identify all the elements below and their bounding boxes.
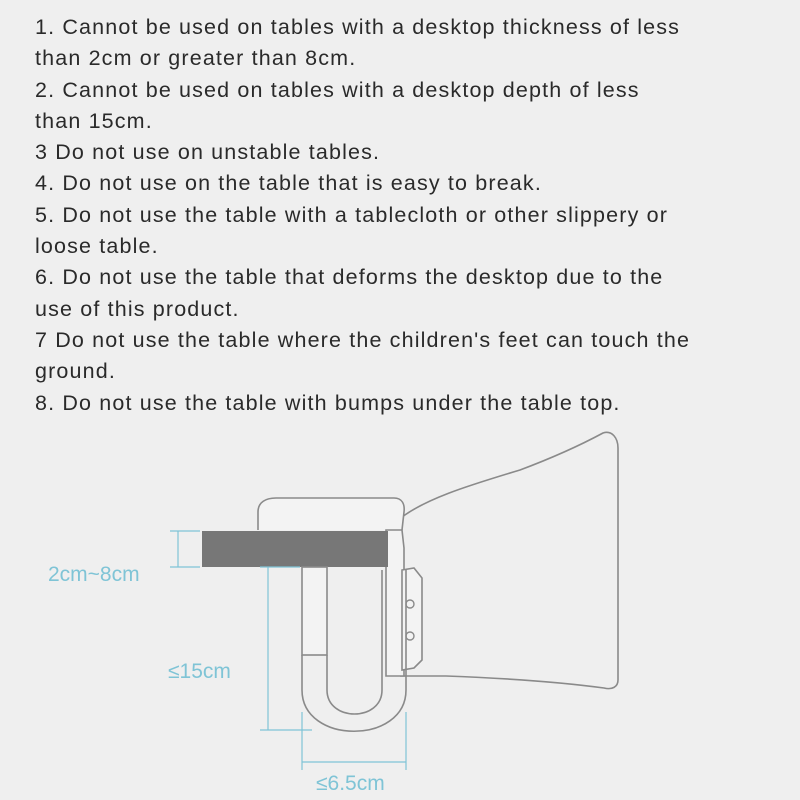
rule-5: 5. Do not use the table with a tablecloth or other slippery or loose table.: [35, 202, 669, 259]
rule-8: 8. Do not use the table with bumps under the table top.: [35, 390, 621, 415]
rule-7: 7 Do not use the table where the children's feet can touch the ground.: [35, 327, 691, 384]
thickness-label: 2cm~8cm: [48, 563, 140, 586]
seat-outline: [396, 432, 618, 688]
rule-2: 2. Cannot be used on tables with a desktop depth of less than 15cm.: [35, 77, 640, 133]
hook-plate: [258, 498, 404, 530]
rule-1: 1. Cannot be used on tables with a desktop thickness of less than 2cm or greater than 8cm.: [35, 15, 681, 71]
rule-4: 4. Do not use on the table that is easy to break.: [35, 171, 542, 196]
clamp-width-label: ≤6.5cm: [316, 772, 385, 795]
depth-label: ≤15cm: [168, 660, 231, 683]
clamp-post: [302, 567, 327, 655]
thickness-dimension: [170, 531, 200, 567]
table-top: [202, 531, 388, 567]
knob-housing: [402, 568, 422, 670]
rule-6: 6. Do not use the table that deforms the desktop due to the use of this product.: [35, 265, 664, 321]
rule-3: 3 Do not use on unstable tables.: [35, 140, 381, 165]
